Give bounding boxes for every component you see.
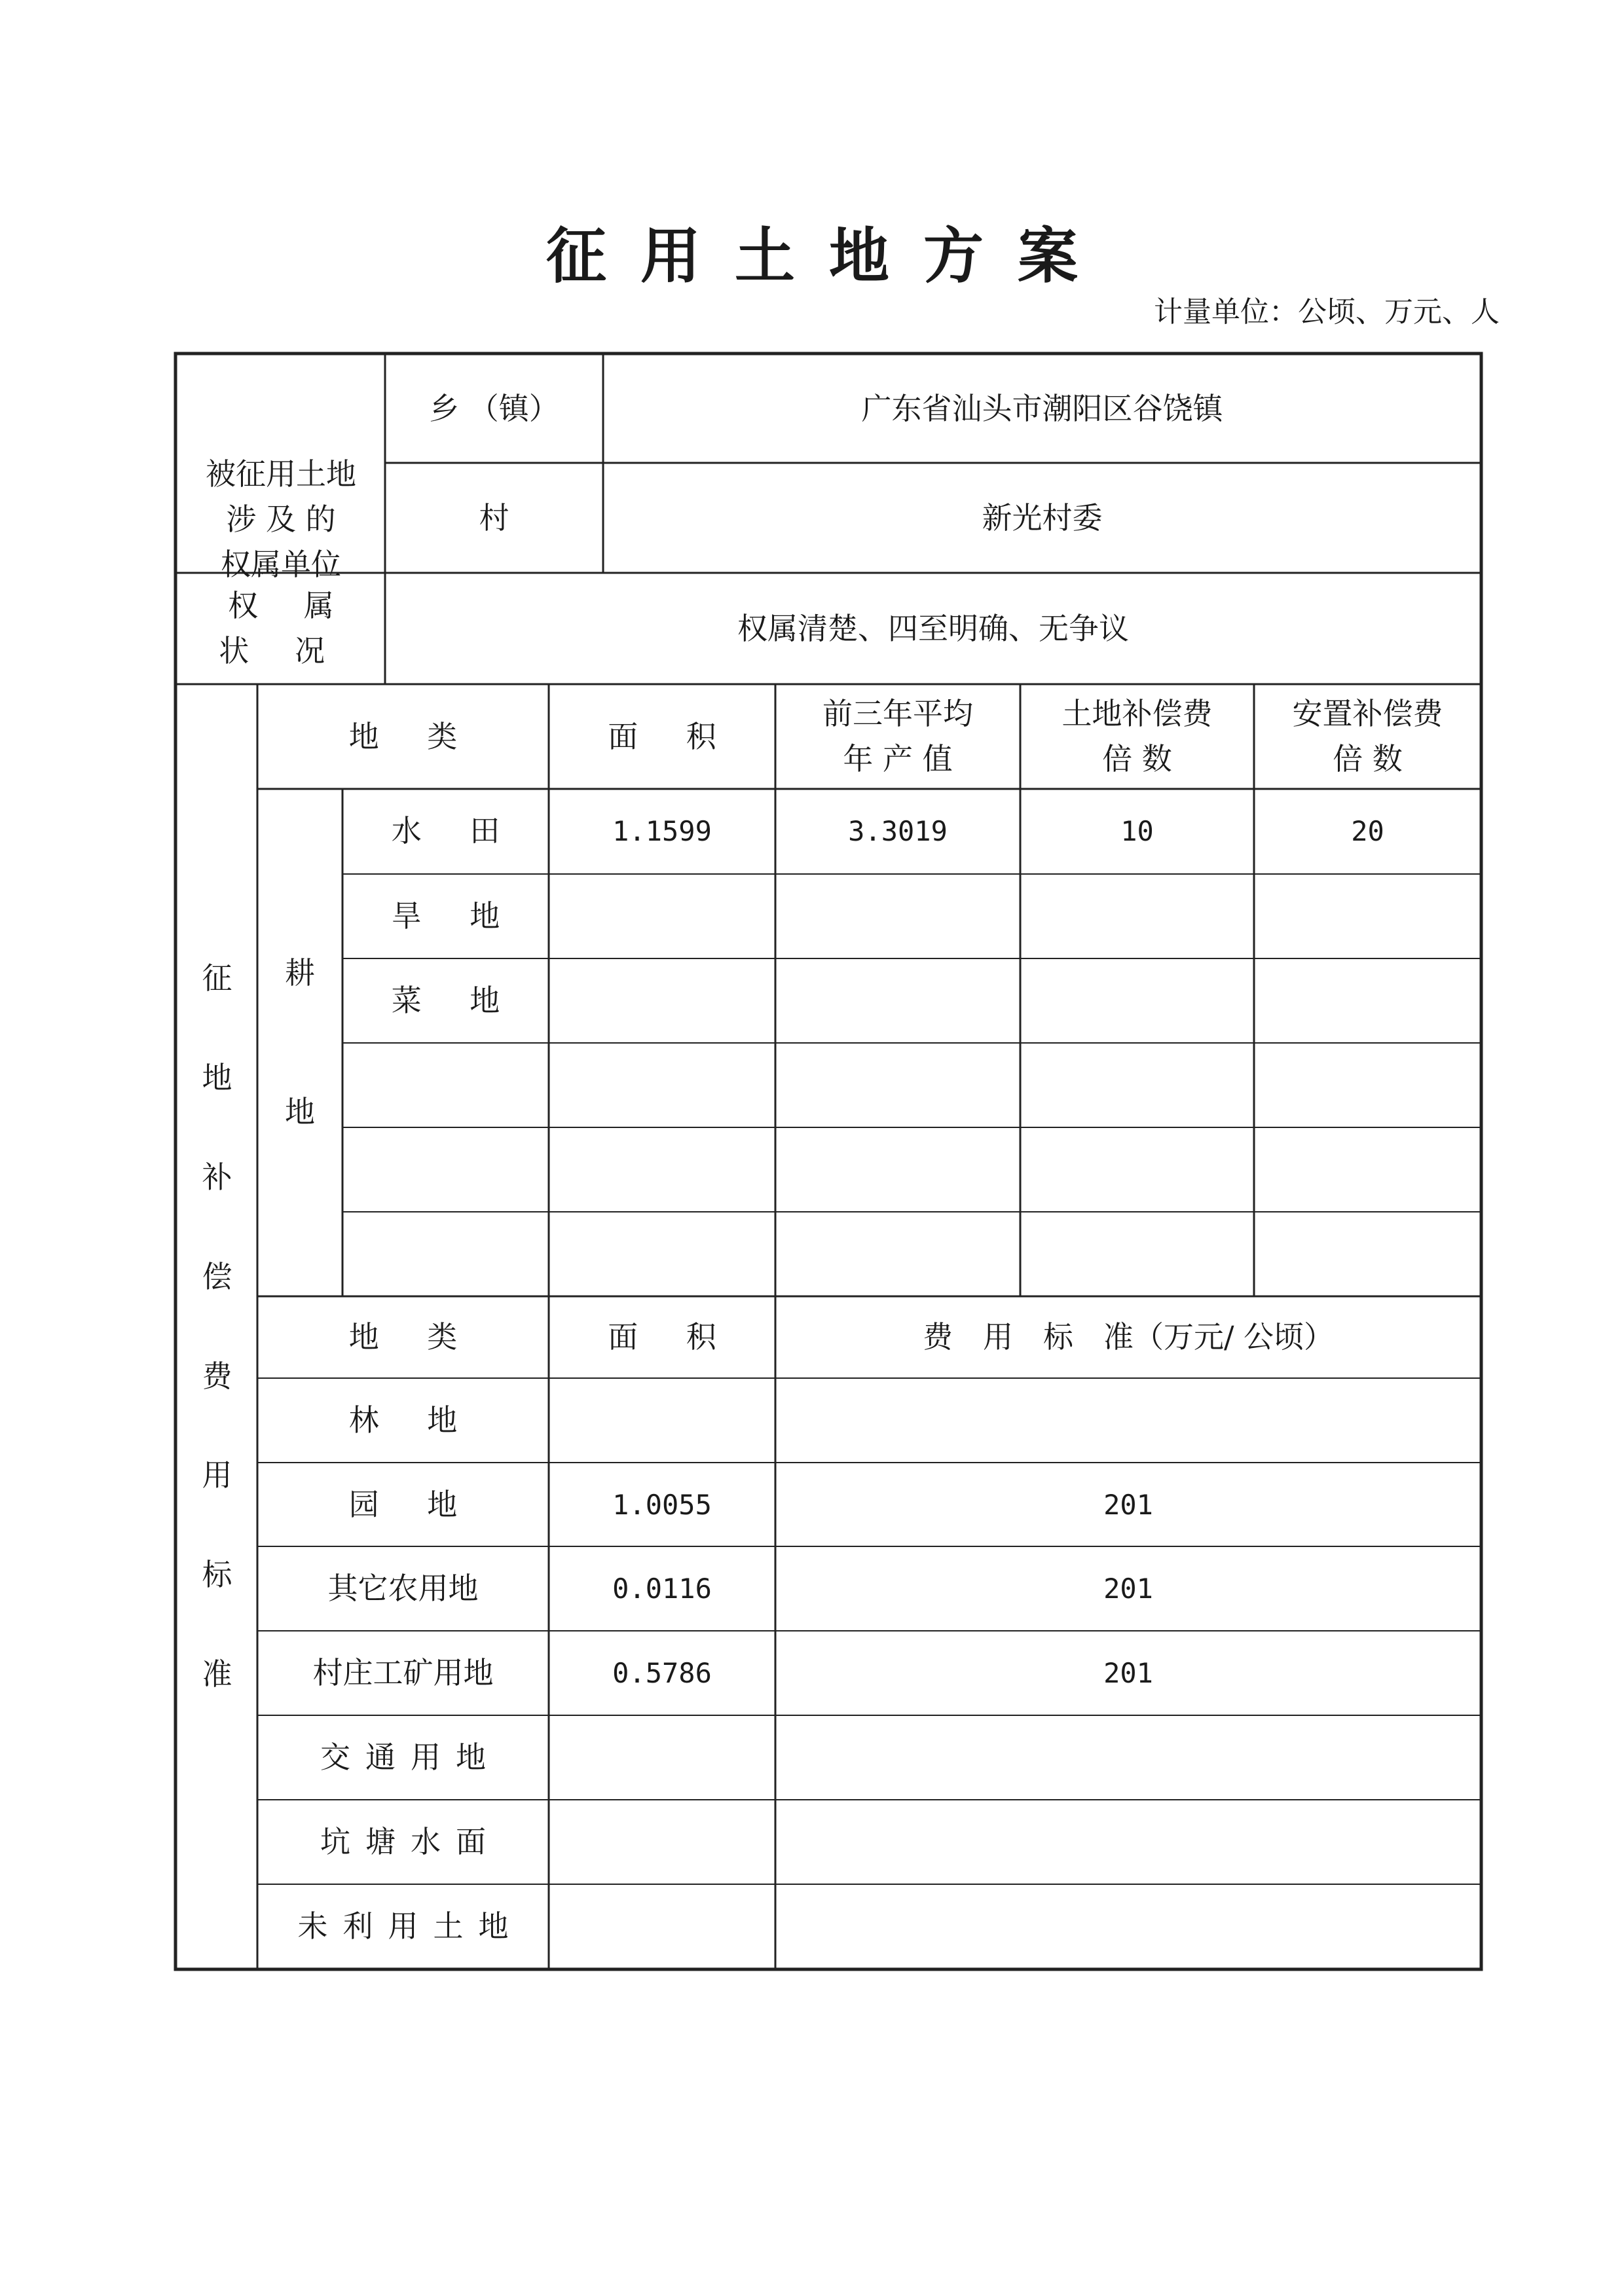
arable-row-type: 水田 bbox=[391, 813, 548, 848]
other-row-area bbox=[549, 1378, 775, 1463]
status-value: 权属清楚、四至明确、无争议 bbox=[737, 610, 1129, 646]
other-row-area bbox=[549, 1884, 775, 1969]
other-row-area: 0.5786 bbox=[612, 1657, 712, 1689]
arable-header-avg-output: 前三年平均 年 产 值 bbox=[822, 696, 973, 776]
arable-row-avg-output: 3.3019 bbox=[848, 815, 948, 847]
arable-row-resettle-multiple bbox=[1254, 958, 1481, 1043]
arable-header-land-multiple: 土地补偿费 倍 数 bbox=[1061, 696, 1213, 776]
arable-row-land-multiple bbox=[1020, 1043, 1254, 1127]
arable-row-land-multiple bbox=[1020, 1127, 1254, 1212]
arable-header-area: 面积 bbox=[608, 718, 765, 754]
other-row-area: 1.0055 bbox=[612, 1489, 712, 1521]
other-row-standard: 201 bbox=[1103, 1573, 1153, 1605]
other-row-standard: 201 bbox=[1103, 1489, 1153, 1521]
compensation-section-label: 征 地 补 偿 费 用 标 准 bbox=[202, 960, 232, 1692]
village-label: 村 bbox=[479, 500, 509, 536]
arable-row-resettle-multiple bbox=[1254, 1127, 1481, 1212]
other-row-type: 其它农用地 bbox=[327, 1571, 479, 1606]
arable-row-type: 菜地 bbox=[391, 983, 548, 1018]
arable-row-avg-output bbox=[775, 958, 1020, 1043]
arable-row-type bbox=[342, 1212, 549, 1296]
document-title: 征用土地方案 bbox=[545, 221, 1112, 291]
arable-row-land-multiple bbox=[1020, 874, 1254, 958]
arable-header-resettle-multiple: 安置补偿费 倍 数 bbox=[1292, 696, 1443, 776]
arable-row-type: 旱地 bbox=[391, 898, 548, 934]
arable-row-avg-output bbox=[775, 1043, 1020, 1127]
arable-row-area bbox=[549, 1043, 775, 1127]
arable-row-type bbox=[342, 1043, 549, 1127]
other-header-land-type: 地类 bbox=[348, 1319, 506, 1355]
other-row-standard bbox=[775, 1715, 1481, 1800]
other-row-standard: 201 bbox=[1103, 1657, 1153, 1689]
arable-header-land-type: 地类 bbox=[348, 718, 506, 754]
arable-row-resettle-multiple bbox=[1254, 1043, 1481, 1127]
other-row-type: 坑塘水面 bbox=[320, 1824, 501, 1859]
other-row-area: 0.0116 bbox=[612, 1573, 712, 1605]
other-row-type: 园地 bbox=[348, 1487, 506, 1522]
arable-row-type bbox=[342, 1127, 549, 1212]
other-row-area bbox=[549, 1800, 775, 1884]
arable-row-area: 1.1599 bbox=[612, 815, 712, 847]
arable-row-avg-output bbox=[775, 874, 1020, 958]
arable-row-avg-output bbox=[775, 1127, 1020, 1212]
arable-row-land-multiple bbox=[1020, 1212, 1254, 1296]
arable-row-area bbox=[549, 1127, 775, 1212]
arable-row-resettle-multiple bbox=[1254, 874, 1481, 958]
other-header-standard: 费 用 标 准（万元/ 公顷） bbox=[922, 1319, 1335, 1355]
arable-row-area bbox=[549, 958, 775, 1043]
arable-row-land-multiple bbox=[1020, 958, 1254, 1043]
township-label: 乡 （镇） bbox=[429, 391, 559, 426]
other-header-area: 面积 bbox=[608, 1319, 765, 1355]
arable-group-label: 耕 地 bbox=[285, 955, 315, 1129]
unit-note: 计量单位：公顷、万元、人 bbox=[1154, 295, 1500, 329]
other-row-type: 村庄工矿用地 bbox=[312, 1655, 494, 1690]
status-label: 权 属 状 况 bbox=[219, 588, 352, 668]
other-row-area bbox=[549, 1715, 775, 1800]
arable-row-resettle-multiple: 20 bbox=[1351, 815, 1384, 847]
other-row-standard bbox=[775, 1378, 1481, 1463]
other-row-standard bbox=[775, 1800, 1481, 1884]
arable-row-resettle-multiple bbox=[1254, 1212, 1481, 1296]
other-row-type: 未利用土地 bbox=[297, 1908, 524, 1944]
other-row-type: 林地 bbox=[348, 1402, 506, 1438]
arable-row-area bbox=[549, 1212, 775, 1296]
other-row-standard bbox=[775, 1884, 1481, 1969]
village-value: 新光村委 bbox=[982, 500, 1103, 536]
township-value: 广东省汕头市潮阳区谷饶镇 bbox=[861, 391, 1223, 426]
ownership-header: 被征用土地 涉 及 的 权属单位 bbox=[206, 456, 356, 582]
arable-row-area bbox=[549, 874, 775, 958]
other-row-type: 交通用地 bbox=[320, 1740, 501, 1775]
arable-row-land-multiple: 10 bbox=[1120, 815, 1154, 847]
arable-row-avg-output bbox=[775, 1212, 1020, 1296]
